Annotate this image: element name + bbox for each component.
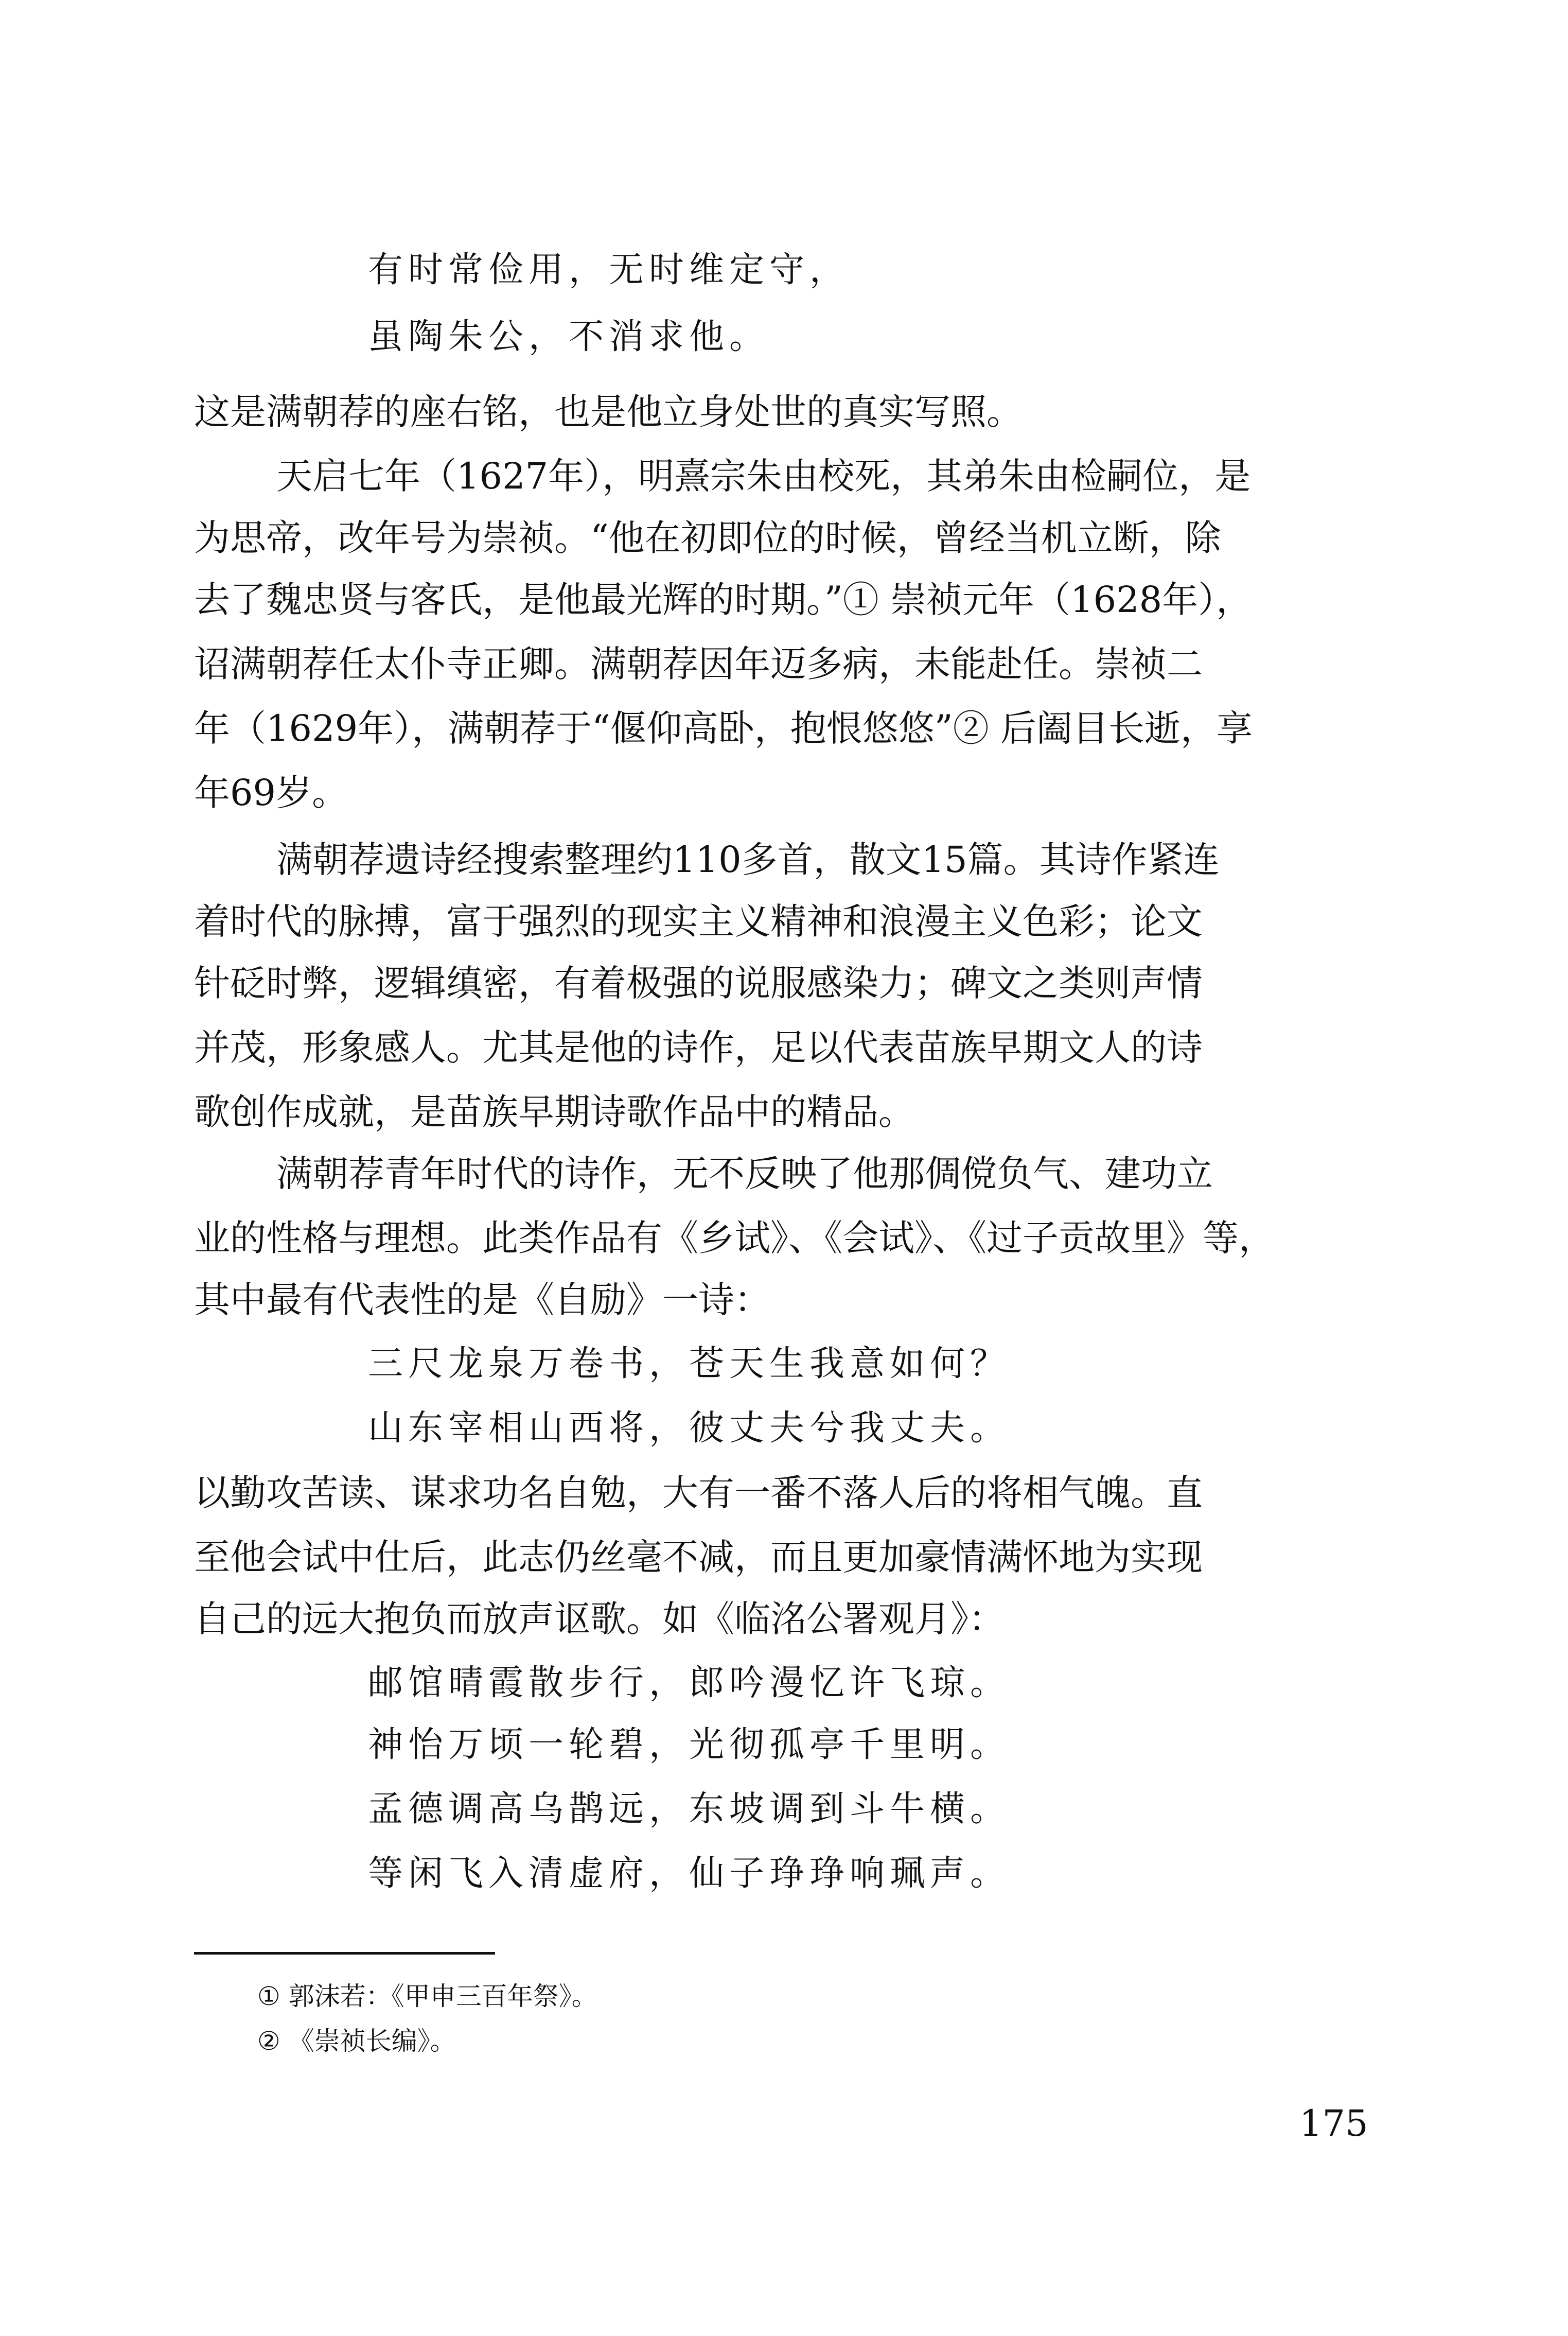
poem-line: 邮馆晴霞散步行，郎吟漫忆许飞琼。 [368, 1663, 1011, 1703]
poem-line: 虽陶朱公，不消求他。 [368, 317, 770, 357]
paragraph-line: 自己的远大抱负而放声讴歌。如《临洺公署观月》： [194, 1598, 1005, 1640]
paragraph-line: 满朝荐遗诗经搜索整理约110多首，散文15篇。其诗作紧连 [276, 839, 1220, 881]
paragraph-line: 去了魏忠贤与客氏，是他最光辉的时期。”① 崇祯元年（1628年）， [194, 579, 1253, 621]
footnote: ① 郭沫若：《甲申三百年祭》。 [257, 1981, 597, 2011]
paragraph-line: 年69岁。 [194, 772, 348, 814]
poem-line: 有时常俭用，无时维定守， [368, 250, 850, 290]
paragraph-line: 年（1629年），满朝荐于“偃仰高卧，抱恨悠悠”② 后阖目长逝，享 [194, 707, 1253, 749]
poem-line: 三尺龙泉万卷书，苍天生我意如何？ [368, 1344, 1011, 1384]
poem-line: 山东宰相山西将，彼丈夫兮我丈夫。 [368, 1408, 1011, 1449]
poem-line: 孟德调高乌鹊远，东坡调到斗牛横。 [368, 1789, 1011, 1829]
paragraph-line: 满朝荐青年时代的诗作，无不反映了他那倜傥负气、建功立 [276, 1153, 1213, 1195]
paragraph-line: 并茂，形象感人。尤其是他的诗作，足以代表苗族早期文人的诗 [194, 1026, 1203, 1069]
poem-line: 神怡万顷一轮碧，光彻孤亭千里明。 [368, 1724, 1011, 1765]
paragraph-line: 歌创作成就，是苗族早期诗歌作品中的精品。 [194, 1091, 914, 1133]
paragraph-line: 着时代的脉搏，富于强烈的现实主义精神和浪漫主义色彩；论文 [194, 900, 1203, 943]
paragraph-line: 诏满朝荐任太仆寺正卿。满朝荐因年迈多病，未能赴任。崇祯二 [194, 643, 1203, 685]
paragraph-line: 其中最有代表性的是《自励》一诗： [194, 1279, 770, 1321]
paragraph-line: 业的性格与理想。此类作品有《乡试》、《会试》、《过子贡故里》等， [194, 1217, 1275, 1259]
paragraph-line: 这是满朝荐的座右铭，也是他立身处世的真实写照。 [194, 391, 1023, 433]
paragraph-line: 以勤攻苦读、谋求功名自勉，大有一番不落人后的将相气魄。直 [194, 1472, 1203, 1514]
footnote-divider [194, 1952, 495, 1955]
paragraph-line: 为思帝，改年号为崇祯。“他在初即位的时候，曾经当机立断，除 [194, 517, 1221, 559]
paragraph-line: 至他会试中仕后，此志仍丝毫不减，而且更加豪情满怀地为实现 [194, 1536, 1203, 1578]
poem-line: 等闲飞入清虚府，仙子琤琤响珮声。 [368, 1853, 1011, 1894]
page-number: 175 [1299, 2102, 1368, 2145]
paragraph-line: 针砭时弊，逻辑缜密，有着极强的说服感染力；碑文之类则声情 [194, 962, 1203, 1004]
paragraph-line: 天启七年（1627年），明熹宗朱由校死，其弟朱由检嗣位，是 [276, 455, 1251, 497]
footnote: ② 《崇祯长编》。 [257, 2026, 456, 2056]
